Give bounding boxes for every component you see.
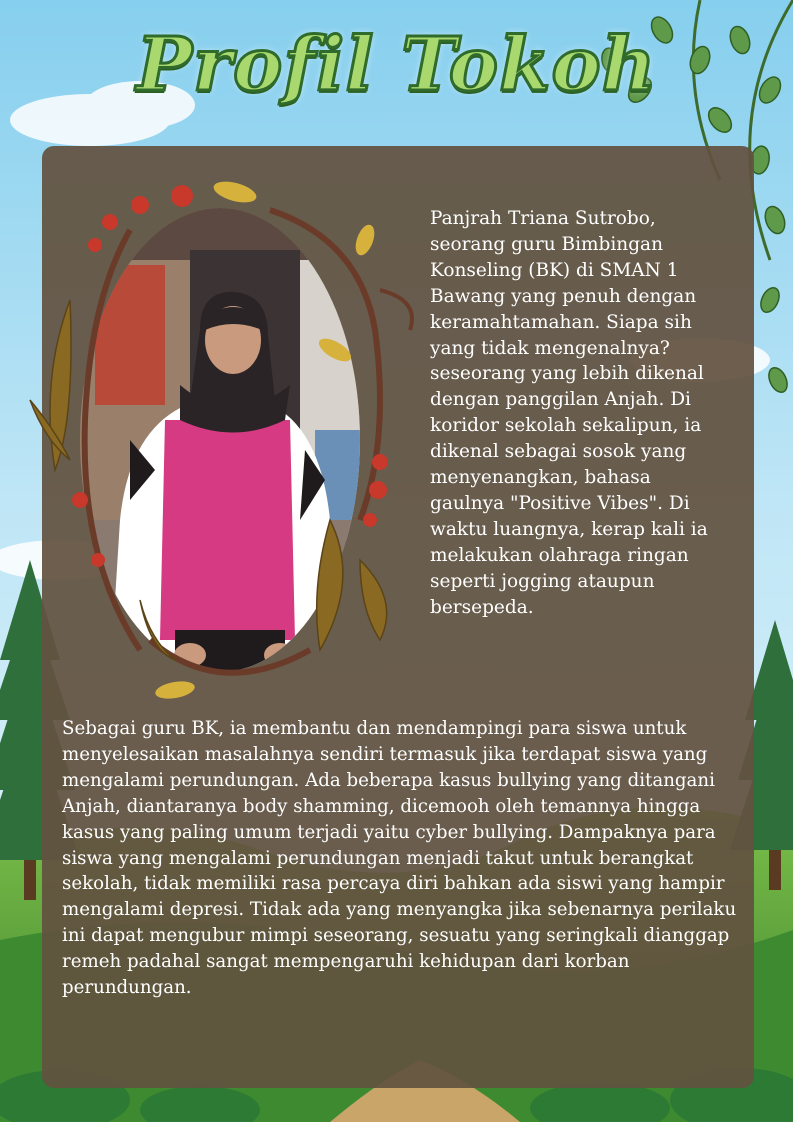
intro-paragraph: Panjrah Triana Sutrobo, seorang guru Bimbingan Konseling (BK) di SMAN 1 Bawang yang penuh dengan keramahtamahan. Siapa sih yang tidak mengenalnya? seseorang yang lebih dikenal dengan panggilan Anjah. Di koridor sekolah sekalipun, ia dikenal sebagai sosok yang menyenangkan, bahasa gaulnya "Positive Vibes". Di waktu luangnya, kerap kali ia melakukan olahraga ringan seperti jogging ataupun bersepeda.	[430, 208, 708, 618]
page-title: Profil Tokoh	[136, 22, 657, 108]
body-paragraph: Sebagai guru BK, ia membantu dan mendampingi para siswa untuk menyelesaikan masalahnya sendiri termasuk jika terdapat siswa yang mengalami perundungan. Ada beberapa kasus bullying yang ditangani Anjah, diantaranya body shamming, dicemooh oleh temannya hingga kasus yang paling umum terjadi yaitu cyber bullying. Dampaknya para siswa yang mengalami perundungan menjadi takut untuk berangkat sekolah, tidak memiliki rasa percaya diri bahkan ada siswi yang hampir mengalami depresi. Tidak ada yang menyangka jika sebenarnya perilaku ini dapat mengubur mimpi seseorang, sesuatu yang seringkali dianggap remeh padahal sangat mempengaruhi kehidupan dari korban perundungan.	[62, 718, 737, 999]
